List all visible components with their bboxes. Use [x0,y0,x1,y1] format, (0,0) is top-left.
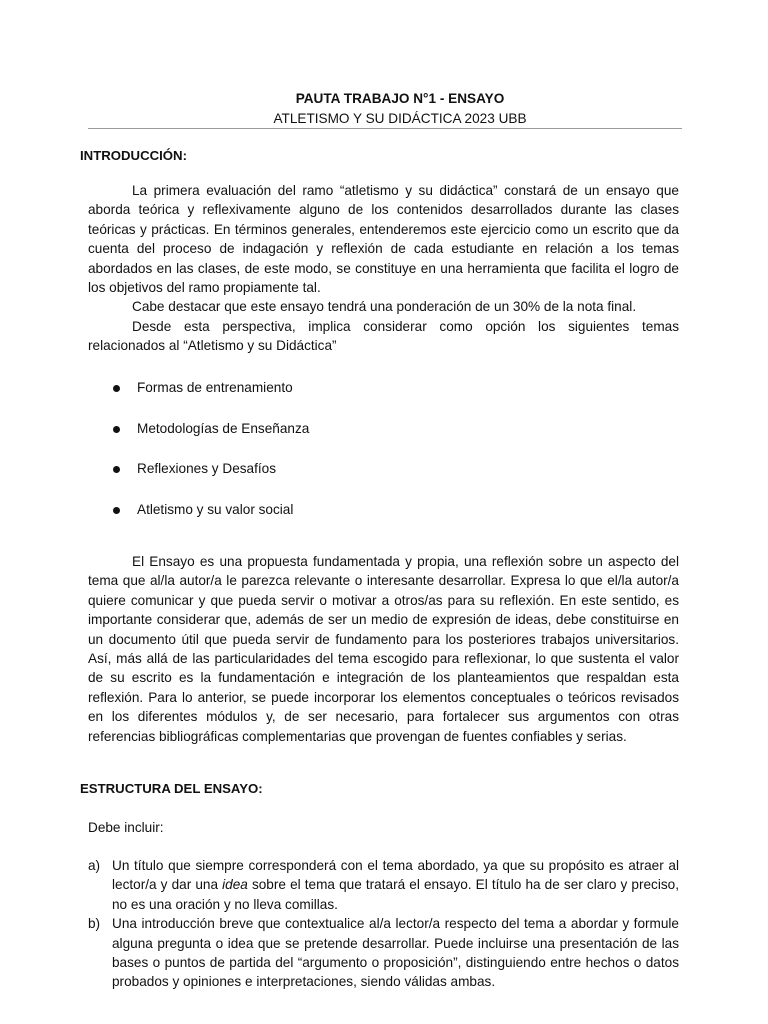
list-item [88,856,679,914]
list-item [88,914,679,992]
list-item: Atletismo y su valor social [110,500,309,541]
list-item: Reflexiones y Desafíos [110,459,309,500]
item-text: Un título que siempre corresponderá con el tema abordado, ya que su propósito es atraer al lector/a y dar una idea sobre el tema que tratará el ensayo. El título ha de ser claro y preciso, no es una oración y no lleva comillas. [112,858,679,912]
item-label: a) [88,858,101,873]
list-item: Metodologías de Enseñanza [110,419,309,460]
topics-list [110,378,309,540]
bullet-icon [113,426,120,433]
bullet-icon [113,385,120,392]
intro-heading: INTRODUCCIÓN: [80,148,187,163]
intro-paragraph-3: Desde esta perspectiva, implica considerar como opción los siguientes temas relacionados al “Atletismo y su Didáctica” [88,318,679,354]
title-divider [88,128,682,129]
intro-body [88,181,679,356]
structure-heading: ESTRUCTURA DEL ENSAYO: [80,781,263,796]
document-subtitle: ATLETISMO Y SU DIDÁCTICA 2023 UBB [273,111,527,126]
essay-paragraph: El Ensayo es una propuesta fundamentada y propia, una reflexión sobre un aspecto del tema que al/la autor/a le parezca relevante o interesante desarrollar. Expresa lo que el/la autor/a quiere comunicar y que pueda servir o motivar a otros/as para su reflexión. En este sentido, es importante considerar que, además de ser un medio de expresión de ideas, debe constituirse en un documento útil que pueda servir de fundamento para los posteriores trabajos universitarios. Así, más allá de las particularidades del tema escogido para reflexionar, lo que sustenta el valor de su escrito es la fundamentación e integración de los planteamientos que respaldan esta reflexión. Para lo anterior, se puede incorporar los elementos conceptuales o teóricos revisados en los diferentes módulos y, de ser necesario, para fortalecer sus argumentos con otras referencias bibliográficas complementarias que provengan de fuentes confiables y serias. [88,554,679,744]
document-title: PAUTA TRABAJO N°1 - ENSAYO [295,91,505,106]
item-label: b) [88,916,101,932]
list-item: Formas de entrenamiento [110,378,309,419]
essay-body [88,552,679,746]
bullet-icon [113,507,120,514]
structure-lead: Debe incluir: [88,820,164,835]
bullet-icon [113,466,120,473]
intro-paragraph-1: La primera evaluación del ramo “atletismo y su didáctica” constará de un ensayo que aborda teórica y reflexivamente alguno de los contenidos desarrollados durante las clases teóricas y prácticas. En términos generales, entenderemos este ejercicio como un escrito que da cuenta del proceso de indagación y reflexión de cada estudiante en relación a los temas abordados en las clases, de este modo, se constituye en una herramienta que facilita el logro de los objetivos del ramo propiamente tal. [88,183,679,296]
structure-list [88,856,679,992]
intro-paragraph-2: Cabe destacar que este ensayo tendrá una ponderación de un 30% de la nota final. [132,299,637,315]
item-text: Una introducción breve que contextualice al/a lector/a respecto del tema a abordar y formule alguna pregunta o idea que se pretende desarrollar. Puede incluirse una presentación de las bases o puntos de partida del “argumento o proposición”, distinguiendo entre hechos o datos probados y opiniones e interpretaciones, siendo válidas ambas. [112,916,679,990]
